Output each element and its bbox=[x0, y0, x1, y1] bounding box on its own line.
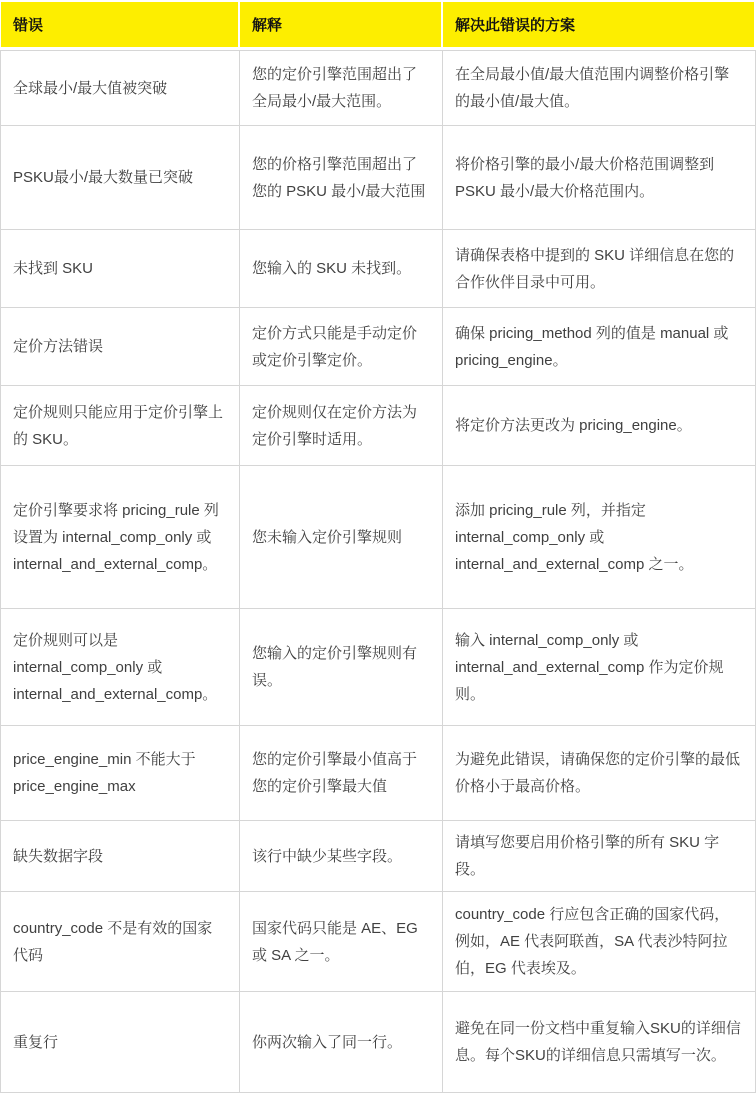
table-row bbox=[0, 50, 756, 126]
table-row bbox=[0, 126, 756, 230]
table-row bbox=[0, 726, 756, 821]
table-row bbox=[0, 386, 756, 466]
table-row bbox=[0, 892, 756, 992]
explanation-cell: 您输入的 SKU 未找到。 bbox=[240, 230, 443, 308]
solution-cell: 避免在同一份文档中重复输入SKU的详细信息。每个SKU的详细信息只需填写一次。 bbox=[443, 992, 756, 1093]
table-row bbox=[0, 992, 756, 1093]
error-cell: 定价规则可以是 internal_comp_only 或 internal_and_external_comp。 bbox=[0, 609, 240, 726]
error-cell: 未找到 SKU bbox=[0, 230, 240, 308]
solution-cell: 确保 pricing_method 列的值是 manual 或 pricing_engine。 bbox=[443, 308, 756, 386]
solution-cell: 请确保表格中提到的 SKU 详细信息在您的合作伙伴目录中可用。 bbox=[443, 230, 756, 308]
explanation-cell: 你两次输入了同一行。 bbox=[240, 992, 443, 1093]
solution-cell: 在全局最小值/最大值范围内调整价格引擎的最小值/最大值。 bbox=[443, 50, 756, 126]
table-row bbox=[0, 609, 756, 726]
header-row bbox=[0, 0, 756, 50]
solution-cell: 输入 internal_comp_only 或 internal_and_external_comp 作为定价规则。 bbox=[443, 609, 756, 726]
explanation-cell: 定价规则仅在定价方法为定价引擎时适用。 bbox=[240, 386, 443, 466]
error-cell: PSKU最小/最大数量已突破 bbox=[0, 126, 240, 230]
error-cell: 定价方法错误 bbox=[0, 308, 240, 386]
explanation-cell: 国家代码只能是 AE、EG 或 SA 之一。 bbox=[240, 892, 443, 992]
solution-cell: country_code 行应包含正确的国家代码，例如，AE 代表阿联酋，SA 代表沙特阿拉伯，EG 代表埃及。 bbox=[443, 892, 756, 992]
error-cell: 定价引擎要求将 pricing_rule 列设置为 internal_comp_only 或 internal_and_external_comp。 bbox=[0, 466, 240, 609]
error-cell: 重复行 bbox=[0, 992, 240, 1093]
table-row bbox=[0, 466, 756, 609]
solution-cell: 添加 pricing_rule 列，并指定 internal_comp_only 或 internal_and_external_comp 之一。 bbox=[443, 466, 756, 609]
explanation-cell: 定价方式只能是手动定价或定价引擎定价。 bbox=[240, 308, 443, 386]
solution-cell: 将价格引擎的最小/最大价格范围调整到 PSKU 最小/最大价格范围内。 bbox=[443, 126, 756, 230]
error-cell: 缺失数据字段 bbox=[0, 821, 240, 892]
solution-cell: 请填写您要启用价格引擎的所有 SKU 字段。 bbox=[443, 821, 756, 892]
solution-cell: 将定价方法更改为 pricing_engine。 bbox=[443, 386, 756, 466]
column-header-explanation: 解释 bbox=[240, 0, 443, 50]
column-header-solution: 解决此错误的方案 bbox=[443, 0, 756, 50]
explanation-cell: 该行中缺少某些字段。 bbox=[240, 821, 443, 892]
table-row bbox=[0, 308, 756, 386]
explanation-cell: 您未输入定价引擎规则 bbox=[240, 466, 443, 609]
table-row bbox=[0, 821, 756, 892]
table-row bbox=[0, 230, 756, 308]
error-cell: country_code 不是有效的国家代码 bbox=[0, 892, 240, 992]
error-cell: 定价规则只能应用于定价引擎上的 SKU。 bbox=[0, 386, 240, 466]
explanation-cell: 您的价格引擎范围超出了您的 PSKU 最小/最大范围 bbox=[240, 126, 443, 230]
explanation-cell: 您输入的定价引擎规则有误。 bbox=[240, 609, 443, 726]
error-cell: 全球最小/最大值被突破 bbox=[0, 50, 240, 126]
solution-cell: 为避免此错误，请确保您的定价引擎的最低价格小于最高价格。 bbox=[443, 726, 756, 821]
explanation-cell: 您的定价引擎最小值高于您的定价引擎最大值 bbox=[240, 726, 443, 821]
error-cell: price_engine_min 不能大于 price_engine_max bbox=[0, 726, 240, 821]
column-header-error: 错误 bbox=[0, 0, 240, 50]
explanation-cell: 您的定价引擎范围超出了全局最小/最大范围。 bbox=[240, 50, 443, 126]
